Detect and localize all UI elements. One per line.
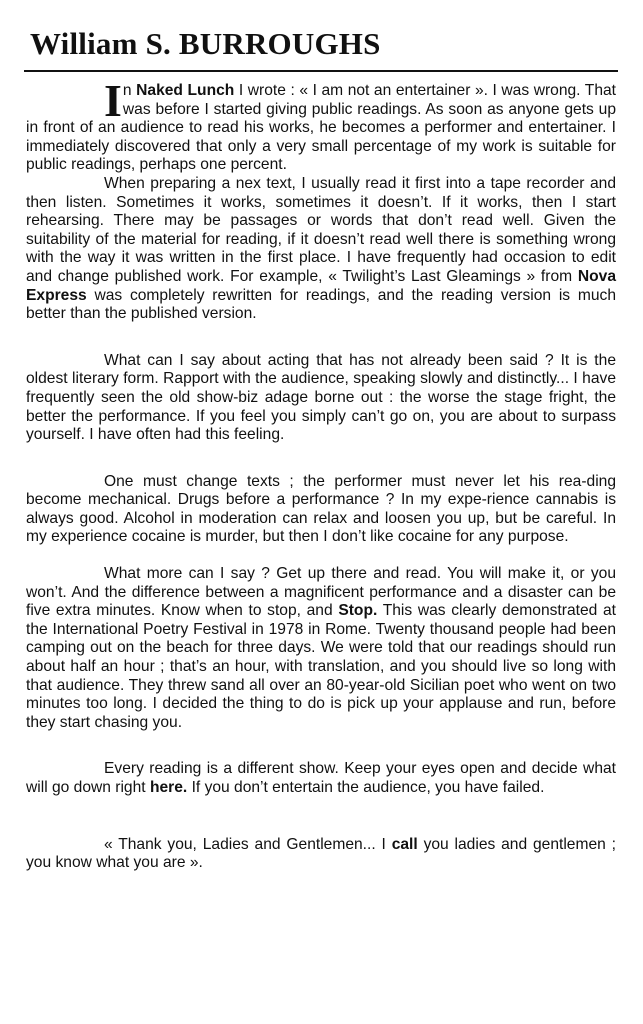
p1-text-b: I wrote : « I am not an entertainer ». I was wrong. That was before I started giving public readings. As soon as anyone gets up in front of an audience to read his works, he becomes a performer and entertainer. I immediately discovered that only a very small percentage of my work is suitable for public readings, perhaps one percent. bbox=[26, 82, 616, 174]
paragraph-5 bbox=[26, 565, 616, 732]
p2-text-b: was completely rewritten for readings, and the reading version is much better than the published version. bbox=[26, 286, 616, 323]
title-rule bbox=[24, 70, 618, 72]
paragraph-1 bbox=[26, 75, 616, 175]
page-title: William S. BURROUGHS bbox=[30, 26, 381, 61]
p1-text-a: n bbox=[122, 82, 137, 99]
p6-text-b: If you don’t entertain the audience, you have failed. bbox=[187, 779, 545, 796]
emphasis-here: here. bbox=[149, 779, 188, 796]
p7-text-a: « Thank you, Ladies and Gentlemen... I bbox=[104, 835, 392, 853]
p5-text-b: This was clearly demonstrated at the International Poetry Festival in 1978 in Rome. Twenty thousand people had been camping out on the beach for three days. We were told that our readings should run about half an hour ; that’s an hour, with translation, and you should live so long with that audience. They threw sand all over an 80-year-old Sicilian poet who went on two minutes too long. I decided the thing to do is pick up your applause and run, before they start chasing you. bbox=[26, 602, 616, 731]
paragraph-2 bbox=[26, 175, 616, 324]
p2-text-a: When preparing a nex text, I usually read it first into a tape recorder and then listen. Sometimes it works, sometimes it doesn’t. If it works, then I start rehearsing. There may be passages or words that don’t read well. Given the suitability of the material for reading, if it doesn’t read well there is something wrong with the way it was written in the first place. I have frequently had occasion to edit and change published work. For example, « Twilight’s Last Gleamings » from bbox=[26, 174, 616, 285]
emphasis-stop: Stop. bbox=[338, 602, 378, 620]
paragraph-4: One must change texts ; the performer must never let his rea-ding become mechanical. Drugs before a performance ? In my expe-rience cannabis is always good. Alcohol in moderation can relax and loosen you up, but be careful. In my experience cocaine is murder, but then I don’t like cocaine for any purpose. bbox=[26, 472, 616, 546]
book-title-nova-express: Nova Express bbox=[26, 267, 616, 304]
paragraph-3: What can I say about acting that has not already been said ? It is the oldest literary form. Rapport with the audience, speaking slowly and distinctly... I have frequently seen the old show-biz adage borne out : the worse the stage fright, the better the performance. If you feel you simply can’t go on, you are about to surpass yourself. I have often had this feeling. bbox=[26, 351, 616, 444]
p5-text-a: What more can I say ? Get up there and read. You will make it, or you won’t. And the difference between a magnificent performance and a disaster can be five extra minutes. Know when to stop, and bbox=[26, 565, 616, 620]
emphasis-call: call bbox=[391, 835, 418, 853]
p7-text-b: you ladies and gentlemen ; you know what you are ». bbox=[26, 835, 616, 872]
drop-cap: I bbox=[104, 75, 122, 126]
book-title-naked-lunch: Naked Lunch bbox=[136, 82, 235, 99]
article-body bbox=[26, 75, 616, 873]
paragraph-6 bbox=[26, 760, 616, 797]
p6-text-a: Every reading is a different show. Keep your eyes open and decide what will go down right bbox=[26, 760, 616, 796]
paragraph-7 bbox=[26, 836, 616, 873]
